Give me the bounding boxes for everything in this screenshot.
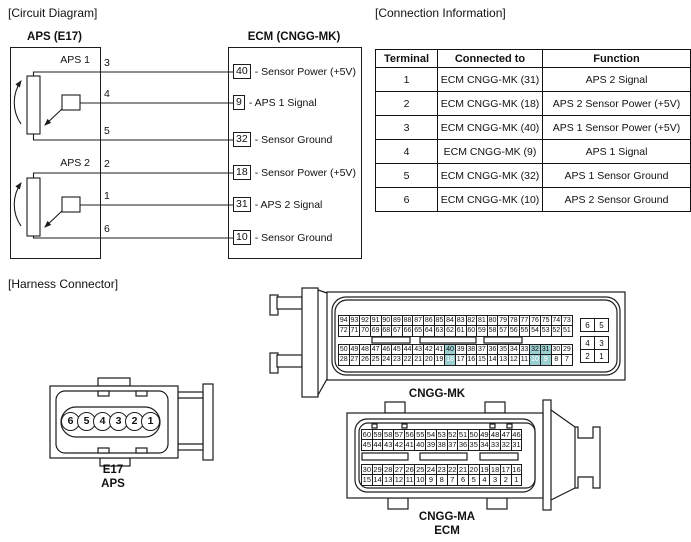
- pin-cell-32: 32: [501, 440, 510, 450]
- ecm-pin-10: 10: [233, 230, 251, 245]
- pin-cell-23: 23: [392, 355, 403, 365]
- col-terminal: Terminal: [376, 50, 438, 68]
- wire-number: 2: [104, 158, 110, 170]
- pin-cell-16: 16: [467, 355, 478, 365]
- pin-cell-39: 39: [456, 345, 467, 355]
- pin-cell-10: 10: [416, 475, 425, 485]
- table-header-row: [376, 50, 691, 68]
- pin-cell-63: 63: [435, 326, 446, 336]
- table-cell: APS 2 Sensor Power (+5V): [543, 92, 691, 116]
- pin-cell-3: 3: [490, 475, 501, 485]
- pin-cell-88: 88: [403, 316, 414, 326]
- pin-cell-59: 59: [477, 326, 488, 336]
- pin-cell-59: 59: [373, 430, 382, 439]
- pin-cell-83: 83: [456, 316, 467, 326]
- pin-cell-60: 60: [362, 430, 372, 439]
- wire-number: 3: [104, 57, 110, 69]
- pin-cell-12: 12: [394, 475, 404, 485]
- wire-number: 1: [104, 190, 110, 202]
- pin-cell-60: 60: [467, 326, 478, 336]
- pin-cell-62: 62: [445, 326, 456, 336]
- e17-pin-1: 1: [141, 412, 160, 431]
- pin-cell-8: 8: [437, 475, 448, 485]
- table-cell: ECM CNGG-MK (18): [438, 92, 543, 116]
- pin-cell-4: 4: [480, 475, 491, 485]
- pin-cell-6: 6: [458, 475, 469, 485]
- pin-cell-37: 37: [448, 440, 457, 450]
- pin-cell-50: 50: [339, 345, 350, 355]
- pin-cell-39: 39: [426, 440, 436, 450]
- table-cell: 2: [376, 92, 438, 116]
- pin-cell-1: 1: [512, 475, 523, 485]
- pin-cell-12: 12: [509, 355, 520, 365]
- aps2-potentiometer-symbol: [14, 178, 80, 236]
- ecm-pin-31: 31: [233, 197, 251, 212]
- ecm-pin-32: 32: [233, 132, 251, 147]
- pin-cell-77: 77: [520, 316, 531, 326]
- table-cell: APS 1 Sensor Ground: [543, 164, 691, 188]
- aps1-potentiometer-symbol: [14, 76, 80, 134]
- mk-grid-top: [338, 315, 573, 337]
- pin-cell-57: 57: [498, 326, 509, 336]
- pin-cell-41: 41: [405, 440, 414, 450]
- pin-cell-56: 56: [509, 326, 520, 336]
- pin-cell-70: 70: [360, 326, 371, 336]
- pin-cell-86: 86: [424, 316, 435, 326]
- pin-cell-74: 74: [552, 316, 563, 326]
- e17-pin-5: 5: [77, 412, 96, 431]
- ecm-pin-10-label: - Sensor Ground: [254, 231, 333, 244]
- table-row: [376, 188, 691, 212]
- ma-grid-bottom: [361, 464, 522, 486]
- pin-cell-11: 11: [520, 355, 531, 365]
- mk-side-grid-bottom: [580, 336, 609, 363]
- pin-cell-36: 36: [458, 440, 468, 450]
- pin-cell-20: 20: [469, 465, 478, 474]
- pin-cell-78: 78: [509, 316, 520, 326]
- pin-cell-56: 56: [405, 430, 414, 439]
- pin-cell-82: 82: [467, 316, 478, 326]
- pin-cell-47: 47: [371, 345, 382, 355]
- pin-cell-25: 25: [416, 465, 425, 474]
- pin-cell-19: 19: [480, 465, 489, 474]
- pin-cell-27: 27: [394, 465, 404, 474]
- pin-cell-2: 2: [501, 475, 512, 485]
- pin-cell-55: 55: [416, 430, 425, 439]
- pin-cell-13: 13: [384, 475, 393, 485]
- pin-cell-84: 84: [445, 316, 456, 326]
- pin-cell-36: 36: [488, 345, 499, 355]
- pin-cell-35: 35: [469, 440, 478, 450]
- pin-cell-10: 10: [530, 355, 541, 365]
- pin-cell-53: 53: [437, 430, 446, 439]
- pin-cell-18: 18: [445, 355, 456, 365]
- ecm-pin-row: [233, 230, 332, 245]
- harness-connector-section-label: [Harness Connector]: [8, 277, 119, 291]
- pin-cell-21: 21: [413, 355, 424, 365]
- table-cell: ECM CNGG-MK (32): [438, 164, 543, 188]
- ecm-pin-18-label: - Sensor Power (+5V): [254, 166, 356, 179]
- pin-cell-31: 31: [541, 345, 552, 355]
- pin-cell-13: 13: [498, 355, 509, 365]
- pin-cell-38: 38: [467, 345, 478, 355]
- ecm-pin-40-label: - Sensor Power (+5V): [254, 65, 356, 78]
- aps1-label: APS 1: [60, 54, 90, 66]
- cngg-ma-connector-sublabel: ECM: [434, 525, 460, 537]
- pin-cell-43: 43: [413, 345, 424, 355]
- table-cell: 1: [376, 68, 438, 92]
- pin-cell-45: 45: [392, 345, 403, 355]
- circuit-diagram-section-label: [Circuit Diagram]: [8, 6, 98, 20]
- pin-cell-28: 28: [384, 465, 393, 474]
- pin-cell-22: 22: [448, 465, 457, 474]
- pin-cell-48: 48: [360, 345, 371, 355]
- pin-cell-15: 15: [362, 475, 372, 485]
- table-cell: 5: [376, 164, 438, 188]
- pin-cell-76: 76: [530, 316, 541, 326]
- pin-cell-54: 54: [530, 326, 541, 336]
- pin-cell-51: 51: [458, 430, 468, 439]
- pin-cell-49: 49: [480, 430, 489, 439]
- pin-cell-19: 19: [435, 355, 446, 365]
- pin-cell-94: 94: [339, 316, 350, 326]
- aps2-label: APS 2: [60, 157, 90, 169]
- table-cell: 6: [376, 188, 438, 212]
- pin-cell-6: 6: [581, 319, 595, 332]
- table-row: [376, 164, 691, 188]
- wire-number: 6: [104, 223, 110, 235]
- aps-box-title: APS (E17): [27, 31, 82, 43]
- pin-cell-22: 22: [403, 355, 414, 365]
- pin-cell-31: 31: [512, 440, 521, 450]
- pin-cell-30: 30: [362, 465, 372, 474]
- table-cell: APS 2 Signal: [543, 68, 691, 92]
- pin-cell-69: 69: [371, 326, 382, 336]
- pin-cell-2: 2: [581, 350, 595, 363]
- pin-cell-42: 42: [394, 440, 404, 450]
- pin-cell-80: 80: [488, 316, 499, 326]
- pin-cell-7: 7: [448, 475, 459, 485]
- pin-cell-9: 9: [541, 355, 552, 365]
- pin-cell-17: 17: [501, 465, 510, 474]
- pin-cell-91: 91: [371, 316, 382, 326]
- pin-cell-46: 46: [512, 430, 521, 439]
- pin-cell-9: 9: [426, 475, 437, 485]
- pin-cell-1: 1: [595, 350, 609, 363]
- pin-cell-23: 23: [437, 465, 446, 474]
- table-row: [376, 140, 691, 164]
- pin-cell-68: 68: [382, 326, 393, 336]
- pin-cell-58: 58: [384, 430, 393, 439]
- pin-cell-24: 24: [382, 355, 393, 365]
- mk-side-grid-top: [580, 318, 609, 332]
- pin-cell-89: 89: [392, 316, 403, 326]
- table-cell: ECM CNGG-MK (10): [438, 188, 543, 212]
- ecm-box-title: ECM (CNGG-MK): [247, 31, 341, 43]
- table-cell: ECM CNGG-MK (9): [438, 140, 543, 164]
- pin-cell-41: 41: [435, 345, 446, 355]
- pin-cell-8: 8: [552, 355, 563, 365]
- e17-pin-6: 6: [61, 412, 80, 431]
- pin-cell-17: 17: [456, 355, 467, 365]
- pin-cell-33: 33: [520, 345, 531, 355]
- pin-cell-32: 32: [530, 345, 541, 355]
- pin-cell-72: 72: [339, 326, 350, 336]
- pin-cell-44: 44: [403, 345, 414, 355]
- ecm-pin-31-label: - APS 2 Signal: [254, 198, 323, 211]
- pin-cell-85: 85: [435, 316, 446, 326]
- pin-cell-34: 34: [480, 440, 489, 450]
- pin-cell-93: 93: [350, 316, 361, 326]
- table-row: [376, 68, 691, 92]
- pin-cell-44: 44: [373, 440, 382, 450]
- pin-cell-20: 20: [424, 355, 435, 365]
- pin-cell-26: 26: [360, 355, 371, 365]
- table-cell: 3: [376, 116, 438, 140]
- connection-table-body: [376, 68, 691, 212]
- pin-cell-50: 50: [469, 430, 478, 439]
- table-cell: APS 1 Signal: [543, 140, 691, 164]
- pin-cell-55: 55: [520, 326, 531, 336]
- wire-number: 5: [104, 125, 110, 137]
- ecm-pin-row: [233, 95, 317, 110]
- pin-cell-46: 46: [382, 345, 393, 355]
- pin-cell-14: 14: [373, 475, 382, 485]
- pin-cell-38: 38: [437, 440, 446, 450]
- pin-cell-87: 87: [413, 316, 424, 326]
- connection-information-section-label: [Connection Information]: [375, 6, 506, 20]
- pin-cell-21: 21: [458, 465, 468, 474]
- pin-cell-51: 51: [562, 326, 573, 336]
- pin-cell-7: 7: [562, 355, 573, 365]
- pin-cell-5: 5: [595, 319, 609, 332]
- pin-cell-73: 73: [562, 316, 573, 326]
- pin-cell-64: 64: [424, 326, 435, 336]
- table-cell: ECM CNGG-MK (40): [438, 116, 543, 140]
- pin-cell-52: 52: [552, 326, 563, 336]
- pin-cell-65: 65: [413, 326, 424, 336]
- col-connected-to: Connected to: [438, 50, 543, 68]
- pin-cell-92: 92: [360, 316, 371, 326]
- col-function: Function: [543, 50, 691, 68]
- ecm-pin-row: [233, 132, 332, 147]
- mk-grid-bottom: [338, 344, 573, 366]
- pin-cell-47: 47: [501, 430, 510, 439]
- pin-cell-61: 61: [456, 326, 467, 336]
- pin-cell-42: 42: [424, 345, 435, 355]
- pin-cell-66: 66: [403, 326, 414, 336]
- pin-cell-79: 79: [498, 316, 509, 326]
- pin-cell-28: 28: [339, 355, 350, 365]
- pin-cell-30: 30: [552, 345, 563, 355]
- e17-connector-label: E17: [102, 464, 124, 476]
- pin-cell-54: 54: [426, 430, 436, 439]
- pin-cell-52: 52: [448, 430, 457, 439]
- pin-cell-37: 37: [477, 345, 488, 355]
- pin-cell-24: 24: [426, 465, 436, 474]
- pin-cell-4: 4: [581, 337, 595, 350]
- pin-cell-71: 71: [350, 326, 361, 336]
- e17-pin-row: [61, 412, 160, 432]
- pin-cell-43: 43: [384, 440, 393, 450]
- e17-connector-sublabel: APS: [101, 478, 125, 490]
- pin-cell-53: 53: [541, 326, 552, 336]
- pin-cell-18: 18: [490, 465, 500, 474]
- e17-pin-3: 3: [109, 412, 128, 431]
- pin-cell-15: 15: [477, 355, 488, 365]
- cngg-ma-connector-label: CNGG-MA: [418, 511, 476, 523]
- pin-cell-11: 11: [405, 475, 414, 485]
- pin-cell-40: 40: [416, 440, 425, 450]
- table-cell: 4: [376, 140, 438, 164]
- pin-cell-40: 40: [445, 345, 456, 355]
- pin-cell-57: 57: [394, 430, 404, 439]
- pin-cell-29: 29: [562, 345, 573, 355]
- pin-cell-90: 90: [382, 316, 393, 326]
- pin-cell-58: 58: [488, 326, 499, 336]
- e17-pin-2: 2: [125, 412, 144, 431]
- ecm-pin-row: [233, 197, 322, 212]
- ecm-pin-18: 18: [233, 165, 251, 180]
- pin-cell-3: 3: [595, 337, 609, 350]
- ecm-pin-9: 9: [233, 95, 245, 110]
- ecm-pin-row: [233, 165, 356, 180]
- cngg-mk-connector-label: CNGG-MK: [408, 388, 466, 400]
- pin-cell-34: 34: [509, 345, 520, 355]
- pin-cell-81: 81: [477, 316, 488, 326]
- e17-pin-4: 4: [93, 412, 112, 431]
- ma-grid-top: [361, 429, 522, 451]
- pin-cell-67: 67: [392, 326, 403, 336]
- pin-cell-45: 45: [362, 440, 372, 450]
- table-cell: APS 1 Sensor Power (+5V): [543, 116, 691, 140]
- pin-cell-25: 25: [371, 355, 382, 365]
- pin-cell-26: 26: [405, 465, 414, 474]
- pin-cell-14: 14: [488, 355, 499, 365]
- pin-cell-49: 49: [350, 345, 361, 355]
- table-cell: APS 2 Sensor Ground: [543, 188, 691, 212]
- ecm-pin-32-label: - Sensor Ground: [254, 133, 333, 146]
- ecm-pin-9-label: - APS 1 Signal: [248, 96, 317, 109]
- wire-number: 4: [104, 88, 110, 100]
- pin-cell-75: 75: [541, 316, 552, 326]
- table-row: [376, 116, 691, 140]
- pin-cell-48: 48: [490, 430, 500, 439]
- pin-cell-33: 33: [490, 440, 500, 450]
- pin-cell-35: 35: [498, 345, 509, 355]
- pin-cell-5: 5: [469, 475, 480, 485]
- pin-cell-27: 27: [350, 355, 361, 365]
- pin-cell-29: 29: [373, 465, 382, 474]
- connection-table: [375, 49, 691, 212]
- pin-cell-16: 16: [512, 465, 521, 474]
- ecm-pin-40: 40: [233, 64, 251, 79]
- table-row: [376, 92, 691, 116]
- ecm-pin-row: [233, 64, 356, 79]
- table-cell: ECM CNGG-MK (31): [438, 68, 543, 92]
